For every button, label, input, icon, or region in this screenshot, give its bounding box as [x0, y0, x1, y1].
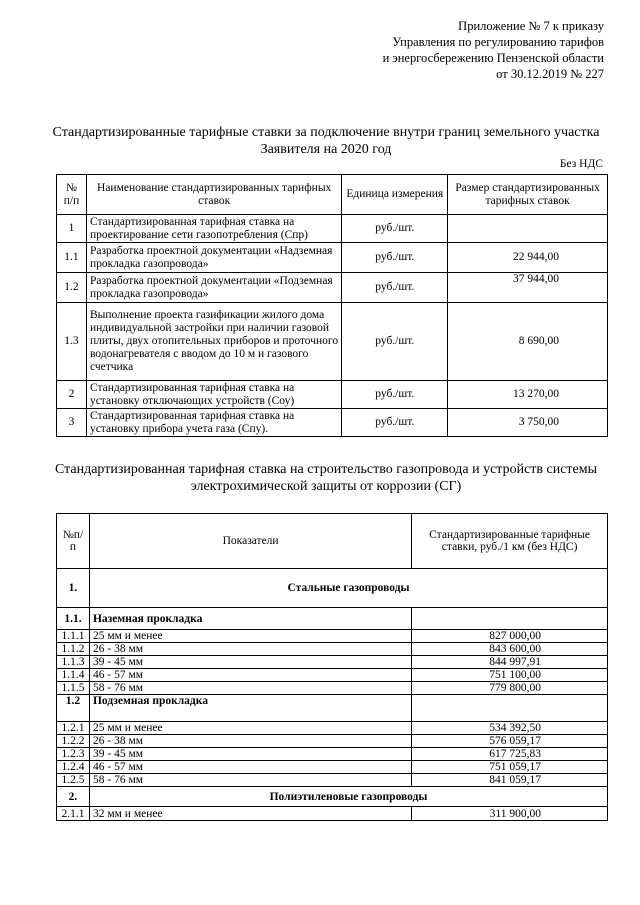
row-number: 2: [57, 381, 87, 409]
row-number: 1.2.5: [57, 774, 90, 787]
rate-value: 751 100,00: [412, 669, 608, 682]
empty-cell: [412, 608, 608, 630]
rate-value: 534 392,50: [412, 722, 608, 735]
rate-unit: руб./шт.: [342, 215, 448, 243]
rate-value: 827 000,00: [412, 630, 608, 643]
table-row: [57, 761, 608, 774]
group-title: Стальные газопроводы: [89, 569, 607, 608]
rate-name: Стандартизированная тарифная ставка на проектирование сети газопотребления (Cпр): [86, 215, 341, 243]
table-row: [57, 722, 608, 735]
diameter-range: 58 - 76 мм: [89, 774, 411, 787]
table-row: [57, 656, 608, 669]
table-row: [57, 774, 608, 787]
rate-value: 751 059,17: [412, 761, 608, 774]
rate-name: Выполнение проекта газификации жилого дома индивидуальной застройки при наличии газовой плиты, двух отопительных приборов и проточного водонагревателя с вводом до 10 м и газового счетчика: [86, 303, 341, 381]
row-number: 1.3: [57, 303, 87, 381]
empty-cell: [412, 695, 608, 722]
row-number: 1.1: [57, 243, 87, 273]
diameter-range: 46 - 57 мм: [89, 669, 411, 682]
rate-value: 3 750,00: [448, 409, 608, 437]
rate-value: 13 270,00: [448, 381, 608, 409]
table-row: [57, 669, 608, 682]
rate-unit: руб./шт.: [342, 381, 448, 409]
rate-unit: руб./шт.: [342, 243, 448, 273]
row-number: 2.1.1: [57, 807, 90, 821]
group-title: Полиэтиленовые газопроводы: [89, 787, 607, 807]
row-number: 1.2.1: [57, 722, 90, 735]
header-line: и энергосбережению Пензенской области: [382, 51, 604, 65]
rate-value: 617 725,83: [412, 748, 608, 761]
column-header: №п/ п: [57, 514, 90, 569]
rate-name: Разработка проектной документации «Надземная прокладка газопровода»: [86, 243, 341, 273]
subgroup-title: Наземная прокладка: [89, 608, 411, 630]
table-row: [57, 381, 608, 409]
diameter-range: 39 - 45 мм: [89, 748, 411, 761]
table-row: [57, 215, 608, 243]
diameter-range: 32 мм и менее: [89, 807, 411, 821]
diameter-range: 26 - 38 мм: [89, 735, 411, 748]
row-number: 1.1.4: [57, 669, 90, 682]
rate-value: 576 059,17: [412, 735, 608, 748]
header-line: Приложение № 7 к приказу: [458, 19, 604, 33]
rate-name: Стандартизированная тарифная ставка на установку отключающих устройств (Cоу): [86, 381, 341, 409]
rate-unit: руб./шт.: [342, 409, 448, 437]
column-header: Показатели: [89, 514, 411, 569]
rate-value: 37 944,00: [448, 273, 608, 303]
row-number: 3: [57, 409, 87, 437]
rate-value: [448, 215, 608, 243]
diameter-range: 58 - 76 мм: [89, 682, 411, 695]
rate-value: 844 997,91: [412, 656, 608, 669]
row-number: 1.1.2: [57, 643, 90, 656]
rate-value: 843 600,00: [412, 643, 608, 656]
table-row: [57, 643, 608, 656]
group-row: [57, 787, 608, 807]
rate-value: 8 690,00: [448, 303, 608, 381]
column-header: Стандартизированные тарифные ставки, руб./1 км (без НДС): [412, 514, 608, 569]
rate-value: 779 800,00: [412, 682, 608, 695]
table-row: [57, 273, 608, 303]
table-row: [57, 748, 608, 761]
column-header: Единица измерения: [342, 175, 448, 215]
row-number: 1.2.3: [57, 748, 90, 761]
connection-rates-table: [56, 174, 608, 437]
diameter-range: 46 - 57 мм: [89, 761, 411, 774]
table-header-row: [57, 514, 608, 569]
section1-title: Стандартизированные тарифные ставки за подключение внутри границ земельного участка Заявителя на 2020 год: [52, 125, 600, 157]
subgroup-row: [57, 695, 608, 722]
rate-value: 841 059,17: [412, 774, 608, 787]
table-row: [57, 409, 608, 437]
group-number: 2.: [57, 787, 90, 807]
row-number: 1.2.4: [57, 761, 90, 774]
diameter-range: 25 мм и менее: [89, 722, 411, 735]
table-row: [57, 682, 608, 695]
diameter-range: 39 - 45 мм: [89, 656, 411, 669]
subgroup-number: 1.2: [57, 695, 90, 722]
row-number: 1.2.2: [57, 735, 90, 748]
group-number: 1.: [57, 569, 90, 608]
table-header-row: [57, 175, 608, 215]
diameter-range: 25 мм и менее: [89, 630, 411, 643]
subgroup-row: [57, 608, 608, 630]
header-line: от 30.12.2019 № 227: [496, 67, 604, 81]
rate-value: 22 944,00: [448, 243, 608, 273]
column-header: Размер стандартизированных тарифных ставок: [448, 175, 608, 215]
group-row: [57, 569, 608, 608]
diameter-range: 26 - 38 мм: [89, 643, 411, 656]
table-row: [57, 735, 608, 748]
table-row: [57, 303, 608, 381]
table-row: [57, 807, 608, 821]
rate-name: Стандартизированная тарифная ставка на установку прибора учета газа (Cпу).: [86, 409, 341, 437]
column-header: № п/п: [57, 175, 87, 215]
rate-unit: руб./шт.: [342, 303, 448, 381]
table-row: [57, 243, 608, 273]
row-number: 1.1.5: [57, 682, 90, 695]
subgroup-title: Подземная прокладка: [89, 695, 411, 722]
row-number: 1: [57, 215, 87, 243]
vat-note: Без НДС: [559, 158, 603, 170]
table-row: [57, 630, 608, 643]
row-number: 1.2: [57, 273, 87, 303]
row-number: 1.1.3: [57, 656, 90, 669]
row-number: 1.1.1: [57, 630, 90, 643]
rate-name: Разработка проектной документации «Подземная прокладка газопровода»: [86, 273, 341, 303]
rate-unit: руб./шт.: [342, 273, 448, 303]
header-line: Управления по регулированию тарифов: [392, 35, 604, 49]
section2-title: Стандартизированная тарифная ставка на строительство газопровода и устройств системы электрохимической защиты от коррозии (CГ): [54, 462, 598, 494]
rate-value: 311 900,00: [412, 807, 608, 821]
column-header: Наименование стандартизированных тарифных ставок: [86, 175, 341, 215]
pipeline-rates-table: [56, 513, 608, 821]
order-appendix-header: [304, 18, 604, 82]
subgroup-number: 1.1.: [57, 608, 90, 630]
